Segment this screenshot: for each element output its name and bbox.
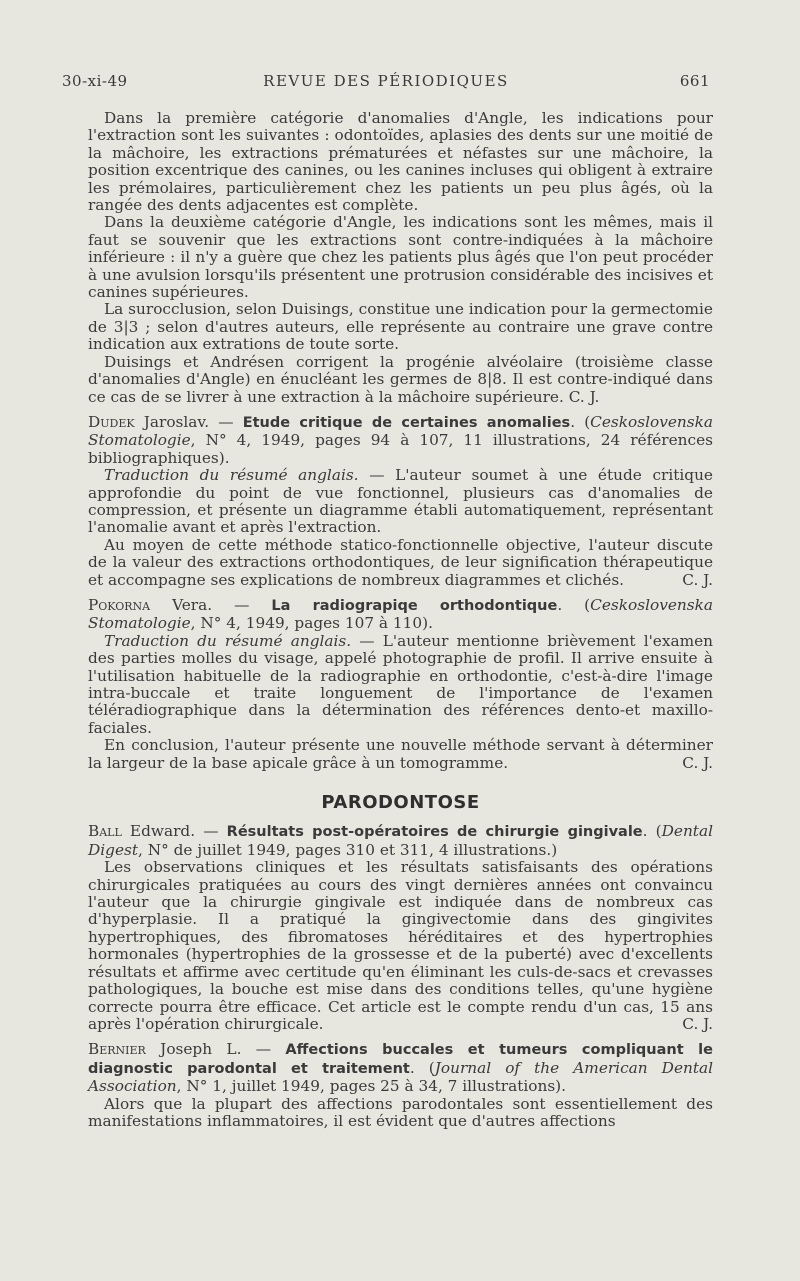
signature: C. J.	[682, 570, 713, 589]
citation: , N° de juillet 1949, pages 310 et 311, 4 illustrations.)	[138, 840, 558, 859]
journal-name: Journal of the American Dental Association	[88, 1058, 714, 1096]
summary-text: — L'auteur mentionne brièvement l'examen des parties molles du visage, appelé photographie de profil. Il arrive ensuite à l'utilisation habituelle de la radiographie en orthodontie, c'est-à-dire l'image intra-buccale et traite longuement de l'importance de l'examen téléradiographique dans la détermination des références dento-et maxillo-faciales.	[88, 631, 713, 737]
page-body	[88, 110, 713, 1130]
citation: , N° 4, 1949, pages 94 à 107, 11 illustrations, 24 références bibliographiques).	[88, 431, 713, 467]
intro-paragraph	[88, 354, 713, 406]
signature: C. J.	[682, 753, 713, 772]
author-surname: Bernier	[88, 1040, 146, 1059]
author-surname: Ball	[88, 822, 122, 841]
journal-name: Ceskoslovenska Stomatologie	[88, 412, 713, 450]
author-firstname: Joseph L.	[145, 1040, 242, 1059]
intro-paragraph: Dans la deuxième catégorie d'Angle, les indications sont les mêmes, mais il faut se souvenir que les extractions sont contre-indiquées à la mâchoire inférieure : il n'y a guère que chez les patients plus âgés que l'on peut procéder à une avulsion lorsqu'ils présentent une protrusion considérable des incisives et canines supérieures.	[88, 213, 713, 302]
section-heading: PARODONTOSE	[321, 792, 480, 814]
header-title: REVUE DES PÉRIODIQUES	[263, 72, 509, 90]
dash: —	[212, 595, 272, 614]
author-firstname: Edward.	[121, 822, 196, 841]
summary-paragraph	[88, 467, 713, 537]
dash: —	[195, 822, 227, 841]
summary-label: Traduction du résumé anglais.	[104, 631, 352, 650]
citation-open: . (	[557, 595, 591, 614]
intro-paragraph: La surocclusion, selon Duisings, constitue une indication pour la germectomie de 3|3 ; selon d'autres auteurs, elle représente au contraire une grave contre indication aux extrations de toute sorte.	[88, 300, 713, 354]
article-title: Affections buccales et tumeurs compliquant le diagnostic parodontal et traitement	[88, 1042, 713, 1077]
citation-open: . (	[570, 412, 591, 431]
review-paragraph	[88, 537, 713, 589]
summary-paragraph	[88, 633, 713, 737]
author-surname: Dudek	[88, 412, 135, 431]
article-title: Etude critique de certaines anomalies	[242, 414, 571, 431]
journal-name: Ceskoslovenska Stomatologie	[88, 595, 713, 633]
citation-open: . (	[409, 1058, 435, 1077]
dash: —	[241, 1040, 286, 1059]
review-entry-pokorna	[88, 597, 713, 633]
paragraph-text: Les observations cliniques et les résultats satisfaisants des opérations chirurgicales pratiquées au cours des vingt dernières années ont convaincu l'auteur que la chirurgie gingivale est indiquée dans de nombreux cas d'hyperplasie. Il a pratiqué la gingivectomie dans des gingivites hypertrophiques, des fibromatoses héréditaires et des hypertrophies hormonales (hypertrophies de la grossesse et de la puberté) avec d'excellents résultats et affirme avec certitude qu'en éliminant les culs-de-sacs et crevasses pathologiques, la bouche est mise dans des conditions telles, qu'une hygiène correcte pourra être efficace. Cet article est le compte rendu d'un cas, 15 ans après l'opération chirurgicale.	[88, 858, 713, 1033]
header-date: 30-xi-49	[62, 72, 128, 90]
summary-label: Traduction du résumé anglais.	[104, 466, 359, 485]
journal-name: Dental Digest	[88, 822, 713, 859]
citation: , N° 1, juillet 1949, pages 25 à 34, 7 illustrations).	[176, 1077, 567, 1096]
citation-open: . (	[642, 822, 662, 841]
review-entry-dudek	[88, 414, 713, 467]
intro-paragraph: Dans la première catégorie d'anomalies d'Angle, les indications pour l'extraction sont les suivantes : odontoïdes, aplasies des dents sur une moitié de la mâchoire, les extractions prématurées et néfastes sur une mâchoire, la position excentrique des canines, ou les canines incluses qui obligent à extraire les prémolaires, particulièrement chez les patients un peu plus âgés, où la rangée des dents adjacentes est complète.	[88, 109, 713, 215]
dash: —	[209, 412, 243, 431]
article-title: Résultats post-opératoires de chirurgie gingivale	[226, 824, 643, 841]
paragraph-text: En conclusion, l'auteur présente une nouvelle méthode servant à déterminer la largeur de la base apicale grâce à un tomogramme.	[88, 736, 713, 772]
citation: , N° 4, 1949, pages 107 à 110).	[190, 614, 433, 633]
review-paragraph	[88, 859, 713, 1033]
article-title: La radiograpiqe orthodontique	[271, 597, 558, 614]
review-entry-bernier	[88, 1041, 713, 1095]
author-surname: Pokorna	[88, 595, 151, 614]
signature: C. J.	[568, 387, 600, 406]
review-paragraph: Alors que la plupart des affections parodontales sont essentiellement des manifestations inflammatoires, il est évident que d'autres affections	[88, 1094, 713, 1130]
paragraph-text: Au moyen de cette méthode statico-fonctionnelle objective, l'auteur discute de la valeur des extractions orthodontiques, de leur signification thérapeutique et accompagne ses explications de nombreux diagrammes et clichés.	[88, 535, 713, 589]
intro-paragraph-text: Duisings et Andrésen corrigent la progénie alvéolaire (troisième classe d'anomalies d'Angle) en énucléant les germes de 8|8. Il est contre-indiqué dans ce cas de se livrer à une extraction à la mâchoire supérieure.	[88, 352, 713, 406]
author-firstname: Vera.	[150, 595, 213, 614]
page-number: 661	[679, 72, 710, 90]
author-firstname: Jaroslav.	[134, 412, 210, 431]
review-entry-ball	[88, 823, 713, 859]
summary-text: — L'auteur soumet à une étude critique approfondie du point de vue fonctionnel, plusieurs cas d'anomalies de compression, et présente un diagramme établi automatiquement, représentant l'anomalie avant et après l'extraction.	[88, 466, 713, 537]
signature: C. J.	[682, 1014, 713, 1033]
review-paragraph	[88, 737, 713, 772]
